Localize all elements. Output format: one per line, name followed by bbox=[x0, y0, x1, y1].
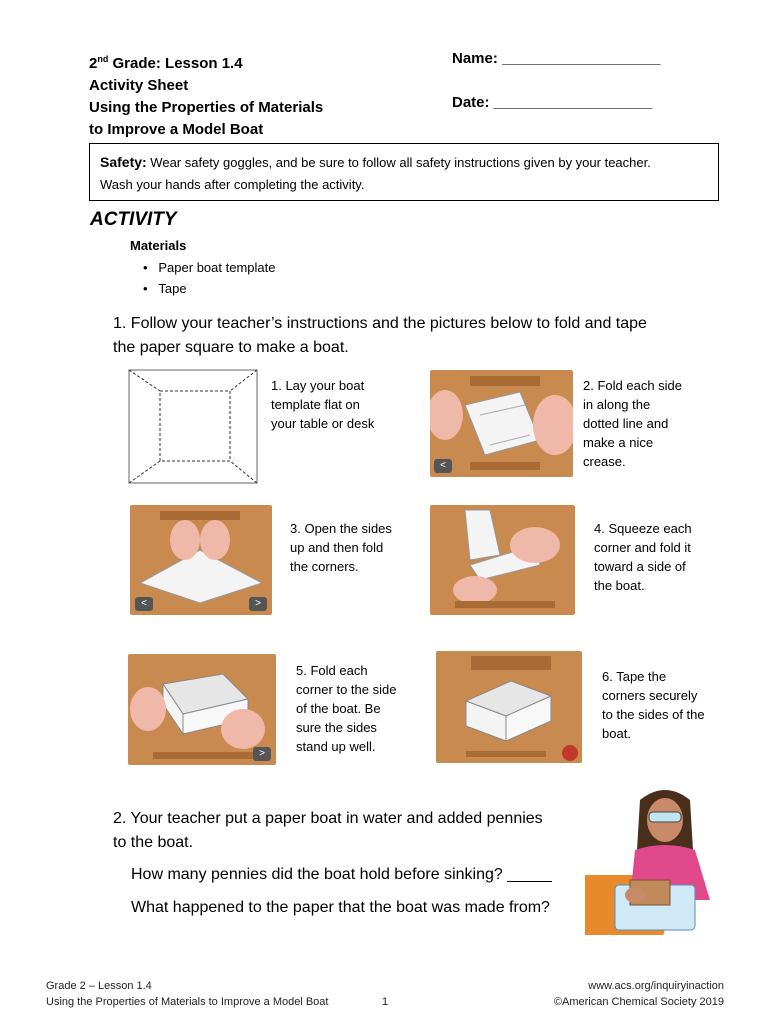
pennies-question[interactable]: How many pennies did the boat hold before sinking? _____ bbox=[131, 866, 552, 883]
step-6-photo bbox=[436, 651, 582, 763]
step-2-text: 2. Fold each side in along the dotted line and make a nice crease. bbox=[583, 378, 683, 469]
safety-label: Safety: bbox=[100, 154, 147, 170]
footer-left: Grade 2 – Lesson 1.4 Using the Properties of Materials to Improve a Model Boat bbox=[46, 980, 329, 1008]
footer-link[interactable]: www.acs.org/inquiryinaction bbox=[588, 980, 724, 992]
next-arrow-icon: > bbox=[253, 747, 271, 761]
page-number: 1 bbox=[382, 996, 389, 1008]
materials-item: • Paper boat template bbox=[143, 260, 276, 275]
lesson-header bbox=[89, 48, 323, 141]
question-1: 1. Follow your teacher’s instructions and the pictures below to fold and tape the paper square to make a boat. bbox=[113, 315, 647, 356]
safety-text: Wear safety goggles, and be sure to follow all safety instructions given by your teacher. bbox=[146, 155, 651, 170]
step-4-photo bbox=[430, 505, 575, 615]
step-6-text: 6. Tape the corners securely to the sides of the boat. bbox=[602, 669, 705, 741]
next-arrow-icon: > bbox=[249, 597, 267, 611]
step-3-text: 3. Open the sides up and then fold the corners. bbox=[290, 521, 392, 574]
footer-right: www.acs.org/inquiryinaction ©American Chemical Society 2019 bbox=[553, 980, 724, 1008]
step-2-photo bbox=[430, 370, 573, 477]
step-3-photo bbox=[130, 505, 272, 615]
safety-text-2: Wash your hands after completing the activity. bbox=[100, 177, 365, 192]
lesson-subtitle-2: to Improve a Model Boat bbox=[89, 121, 264, 138]
materials-item: • Tape bbox=[143, 281, 187, 296]
step-5-text: 5. Fold each corner to the side of the boat. Be sure the sides stand up well. bbox=[296, 663, 397, 754]
safety-box bbox=[89, 143, 719, 201]
materials-list bbox=[143, 257, 275, 299]
boat-template-image bbox=[128, 369, 258, 484]
activity-heading: ACTIVITY bbox=[90, 209, 177, 230]
date-field[interactable]: Date: ___________________ bbox=[452, 94, 653, 111]
activity-sheet-label: Activity Sheet bbox=[89, 77, 189, 94]
previous-arrow-icon: < bbox=[135, 597, 153, 611]
question-2: 2. Your teacher put a paper boat in water and added pennies to the boat. bbox=[113, 810, 543, 851]
name-field[interactable]: Name: ___________________ bbox=[452, 50, 661, 67]
paper-question: What happened to the paper that the boat was made from? bbox=[131, 899, 550, 916]
materials-label: Materials bbox=[130, 238, 187, 253]
previous-arrow-icon: < bbox=[434, 459, 452, 473]
step-4-text: 4. Squeeze each corner and fold it toward a side of the boat. bbox=[594, 521, 692, 593]
scientist-illustration bbox=[585, 780, 745, 960]
lesson-title: 2nd Grade: Lesson 1.4 bbox=[89, 54, 243, 72]
step-5-photo bbox=[128, 654, 276, 765]
lesson-subtitle-1: Using the Properties of Materials bbox=[89, 99, 324, 116]
step-1-text: 1. Lay your boat template flat on your table or desk bbox=[271, 378, 375, 431]
